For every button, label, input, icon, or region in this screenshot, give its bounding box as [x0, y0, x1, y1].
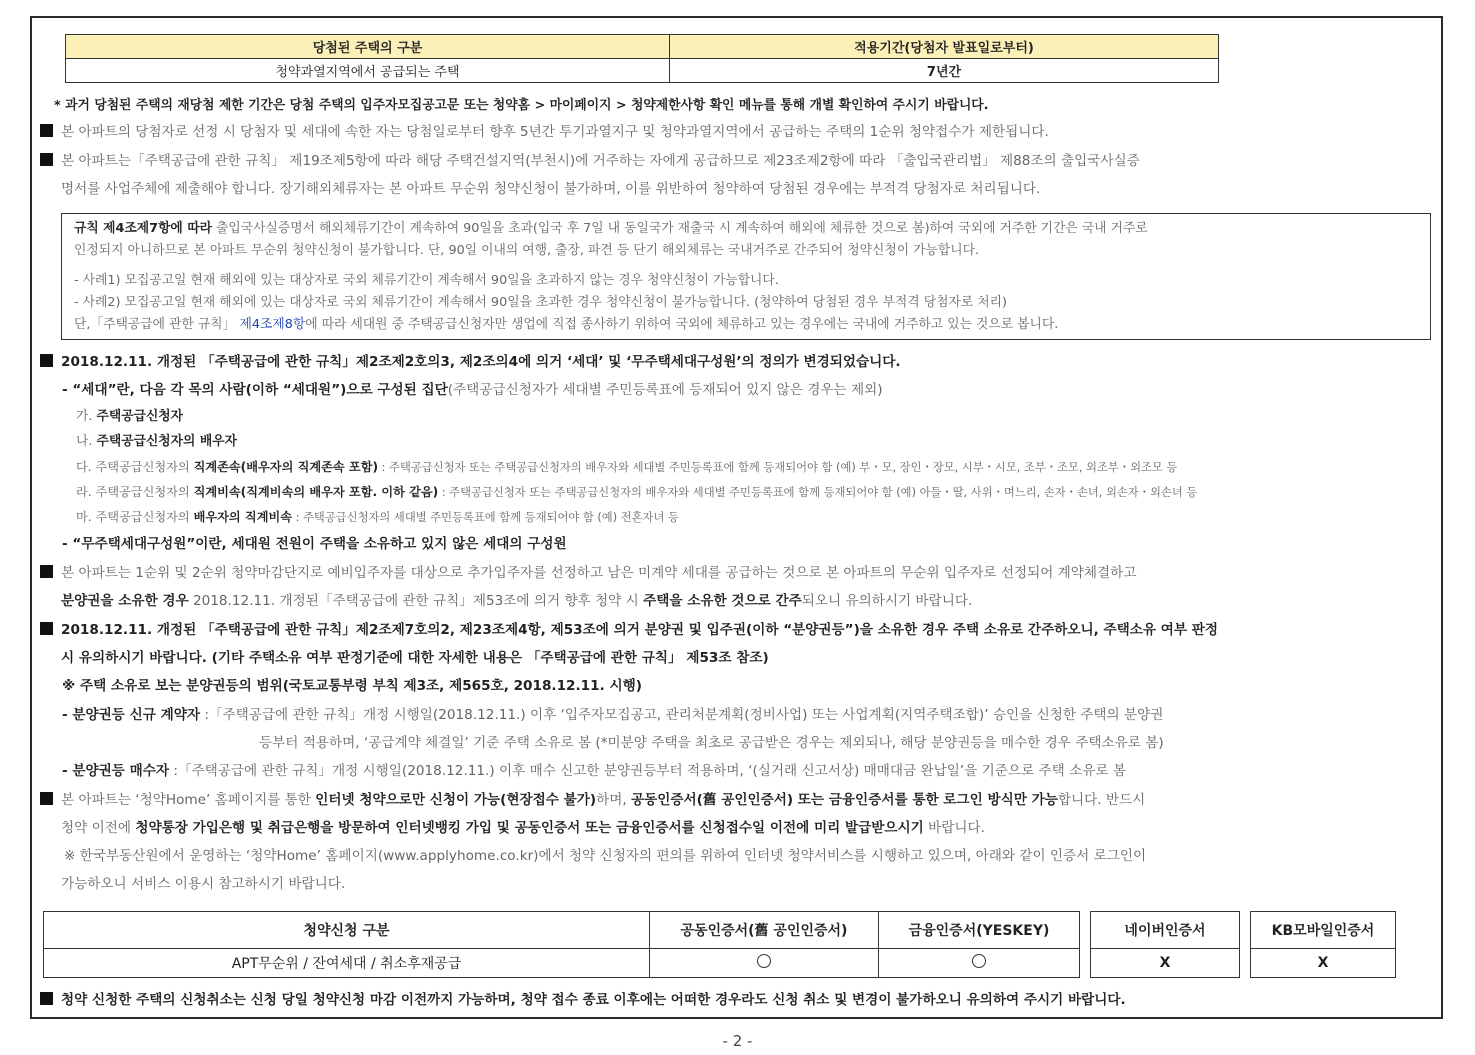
internet-note-d: 가능하오니 서비스 이용시 참고하시기 바랍니다. — [61, 876, 346, 892]
presale-rule-b: 시 유의하시기 바랍니다. (기타 주택소유 여부 판정기준에 대한 자세한 내용은 「주택공급에 관한 규칙」 제53조 참조) — [61, 650, 769, 666]
table-cell-apply-type: APT무순위 / 잔여세대 / 취소후재공급 — [44, 949, 650, 978]
table-cell-joint-cert — [650, 949, 879, 978]
household-item-na: 나. 주택공급신청자의 배우자 — [76, 434, 237, 449]
table-header-naver-cert: 네이버인증서 — [1091, 912, 1240, 949]
table-cell-naver-cert: X — [1091, 949, 1240, 978]
presale-new-contract: - 분양권등 신규 계약자 :「주택공급에 관한 규칙」개정 시행일(2018.12.11.) 이후 ‘입주자모집공고, 관리처분계획(정비사업) 또는 사업계획(지역주택조합)’ 승인을 신청한 주택의 분양권 — [62, 707, 1164, 723]
square-bullet-icon — [40, 565, 53, 578]
square-bullet-icon — [40, 153, 53, 166]
presale-new-contract-cont: 등부터 적용하며, ‘공급계약 체결일’ 기준 주택 소유로 봄 (*미분양 주택을 최초로 공급받은 경우는 제외되나, 해당 분양권등을 매수한 경우 주택소유로 봄) — [259, 735, 1164, 751]
square-bullet-icon — [40, 622, 53, 635]
certificate-table — [43, 911, 1396, 978]
household-definition: - “세대”란, 다음 각 목의 사람(이하 “세대원”)으로 구성된 집단(주택공급신청자가 세대별 주민등록표에 등재되어 있지 않은 경우는 제외) — [62, 382, 883, 398]
box-case-2: - 사례2) 모집공고일 현재 해외에 있는 대상자로 국외 체류기간이 계속해서 90일을 초과한 경우 청약신청이 불가능합니다. (청약하여 당첨된 경우 부적격 당첨자로 처리) — [74, 295, 1007, 310]
table-header-joint-cert: 공동인증서(舊 공인인증서) — [650, 912, 879, 949]
box-line-5: 단,「주택공급에 관한 규칙」 제4조제8항에 따라 세대원 중 주택공급신청자만 생업에 직접 종사하기 위하여 국외에 체류하고 있는 경우에는 국내에 거주하고 있는 것으로 봅니다. — [74, 317, 1059, 332]
table-cell-house-type: 청약과열지역에서 공급되는 주택 — [66, 59, 670, 83]
circle-available-icon — [757, 954, 771, 968]
presale-buyer: - 분양권등 매수자 :「주택공급에 관한 규칙」개정 시행일(2018.12.11.) 이후 매수 신고한 분양권등부터 적용하며, ‘(실거래 신고서상) 매매대금 완납일’을 기준으로 주택 소유로 봄 — [62, 763, 1126, 779]
square-bullet-icon — [40, 354, 53, 367]
table-header-period: 적용기간(당첨자 발표일로부터) — [670, 35, 1219, 59]
presale-note-a: 본 아파트는 1순위 및 2순위 청약마감단지로 예비입주자를 대상으로 추가입주자를 선정하고 남은 미계약 세대를 공급하는 것으로 본 아파트의 무순위 입주자로 선정되어 계약체결하고 — [40, 563, 1136, 583]
internet-note-c: ※ 한국부동산원에서 운영하는 ‘청약Home’ 홈페이지(www.applyhome.co.kr)에서 청약 신청자의 편의를 위하여 인터넷 청약서비스를 시행하고 있으며, 아래와 같이 인증서 로그인이 — [64, 848, 1147, 864]
note-residence-a: 본 아파트는「주택공급에 관한 규칙」 제19조제5항에 따라 해당 주택건설지역(부천시)에 거주하는 자에게 공급하므로 제23조제2항에 따라 「출입국관리법」 제88조의 출입국사실증 — [40, 151, 1140, 171]
household-item-ga: 가. 주택공급신청자 — [76, 409, 184, 424]
box-line-1: 규칙 제4조제7항에 따라 출입국사실증명서 해외체류기간이 계속하여 90일을 초과(입국 후 7일 내 동일국가 재출국 시 계속하여 해외에 체류한 것으로 봄)하여 국외에 거주한 기간은 국내 거주로 — [74, 221, 1148, 236]
overseas-stay-box — [61, 213, 1431, 340]
household-item-da: 다. 주택공급신청자의 직계존속(배우자의 직계존속 포함) : 주택공급신청자 또는 주택공급신청자의 배우자와 세대별 주민등록표에 함께 등재되어야 함 (예) 부・모, 장인・장모, 시부・시모, 조부・조모, 외조부・외조모 등 — [76, 460, 1178, 474]
square-bullet-icon — [40, 792, 53, 805]
presale-rule-a: 2018.12.11. 개정된 「주택공급에 관한 규칙」제2조제7호의2, 제23조제4항, 제53조에 의거 분양권 및 입주권(이하 “분양권등”)을 소유한 경우 주택 소유로 간주하오니, 주택소유 여부 판정 — [40, 620, 1218, 640]
table-cell-period: 7년간 — [670, 59, 1219, 83]
note-first-rank-limit: 본 아파트의 당첨자로 선정 시 당첨자 및 세대에 속한 자는 당첨일로부터 향후 5년간 투기과열지구 및 청약과열지역에서 공급하는 주택의 1순위 청약접수가 제한됩니다. — [40, 122, 1049, 142]
table-cell-kb-cert: X — [1251, 949, 1396, 978]
winning-house-period-table — [65, 34, 1219, 83]
presale-note-b: 분양권을 소유한 경우 2018.12.11. 개정된「주택공급에 관한 규칙」제53조에 의거 향후 청약 시 주택을 소유한 것으로 간주되오니 유의하시기 바랍니다. — [61, 593, 973, 609]
square-bullet-icon — [40, 124, 53, 137]
table-cell-finance-cert — [879, 949, 1080, 978]
table-header-kb-cert: KB모바일인증서 — [1251, 912, 1396, 949]
internet-note-a: 본 아파트는 ‘청약Home’ 홈페이지를 통한 인터넷 청약으로만 신청이 가능(현장접수 불가)하며, 공동인증서(舊 공인인증서) 또는 금융인증서를 통한 로그인 방식만 가능합니다. 반드시 — [40, 790, 1145, 810]
household-title: 2018.12.11. 개정된 「주택공급에 관한 규칙」제2조제2호의3, 제2조의4에 의거 ‘세대’ 및 ‘무주택세대구성원’의 정의가 변경되었습니다. — [40, 352, 901, 372]
presale-scope: ※ 주택 소유로 보는 분양권등의 범위(국토교통부령 부칙 제3조, 제565호, 2018.12.11. 시행) — [62, 678, 642, 694]
table-header-finance-cert: 금융인증서(YESKEY) — [879, 912, 1080, 949]
circle-available-icon — [972, 954, 986, 968]
rule-link[interactable]: 제4조제8항 — [239, 317, 306, 332]
table-header-house-type: 당첨된 주택의 구분 — [66, 35, 670, 59]
final-cancel-note: 청약 신청한 주택의 신청취소는 신청 당일 청약신청 마감 이전까지 가능하며, 청약 접수 종료 이후에는 어떠한 경우라도 신청 취소 및 변경이 불가하오니 유의하여 주시기 바랍니다. — [40, 990, 1126, 1010]
no-house-definition: - “무주택세대구성원”이란, 세대원 전원이 주택을 소유하고 있지 않은 세대의 구성원 — [62, 536, 567, 552]
note-residence-b: 명서를 사업주체에 제출해야 합니다. 장기해외체류자는 본 아파트 무순위 청약신청이 불가하며, 이를 위반하여 청약하여 당첨된 경우에는 부적격 당첨자로 처리됩니다. — [61, 181, 1041, 197]
square-bullet-icon — [40, 992, 53, 1005]
note-rewin-limit: * 과거 당첨된 주택의 재당첨 제한 기간은 당첨 주택의 입주자모집공고문 또는 청약홈 > 마이페이지 > 청약제한사항 확인 메뉴를 통해 개별 확인하여 주시기 바랍니다. — [54, 98, 989, 113]
household-item-ma: 마. 주택공급신청자의 배우자의 직계비속 : 주택공급신청자의 세대별 주민등록표에 함께 등재되어야 함 (예) 전혼자녀 등 — [76, 510, 679, 524]
box-case-1: - 사례1) 모집공고일 현재 해외에 있는 대상자로 국외 체류기간이 계속해서 90일을 초과하지 않는 경우 청약신청이 가능합니다. — [74, 273, 779, 288]
page-number: - 2 - — [722, 1032, 753, 1050]
household-item-ra: 라. 주택공급신청자의 직계비속(직계비속의 배우자 포함. 이하 같음) : 주택공급신청자 또는 주택공급신청자의 배우자와 세대별 주민등록표에 함께 등재되어야 함 (예) 아들・딸, 사위・며느리, 손자・손녀, 외손자・외손녀 등 — [76, 485, 1198, 499]
internet-note-b: 청약 이전에 청약통장 가입은행 및 취급은행을 방문하여 인터넷뱅킹 가입 및 공동인증서 또는 금융인증서를 신청접수일 이전에 미리 발급받으시기 바랍니다. — [61, 820, 985, 836]
box-line-2: 인정되지 아니하므로 본 아파트 무순위 청약신청이 불가합니다. 단, 90일 이내의 여행, 출장, 파견 등 단기 해외체류는 국내거주로 간주되어 청약신청이 가능합니다. — [74, 243, 980, 258]
table-header-apply-type: 청약신청 구분 — [44, 912, 650, 949]
